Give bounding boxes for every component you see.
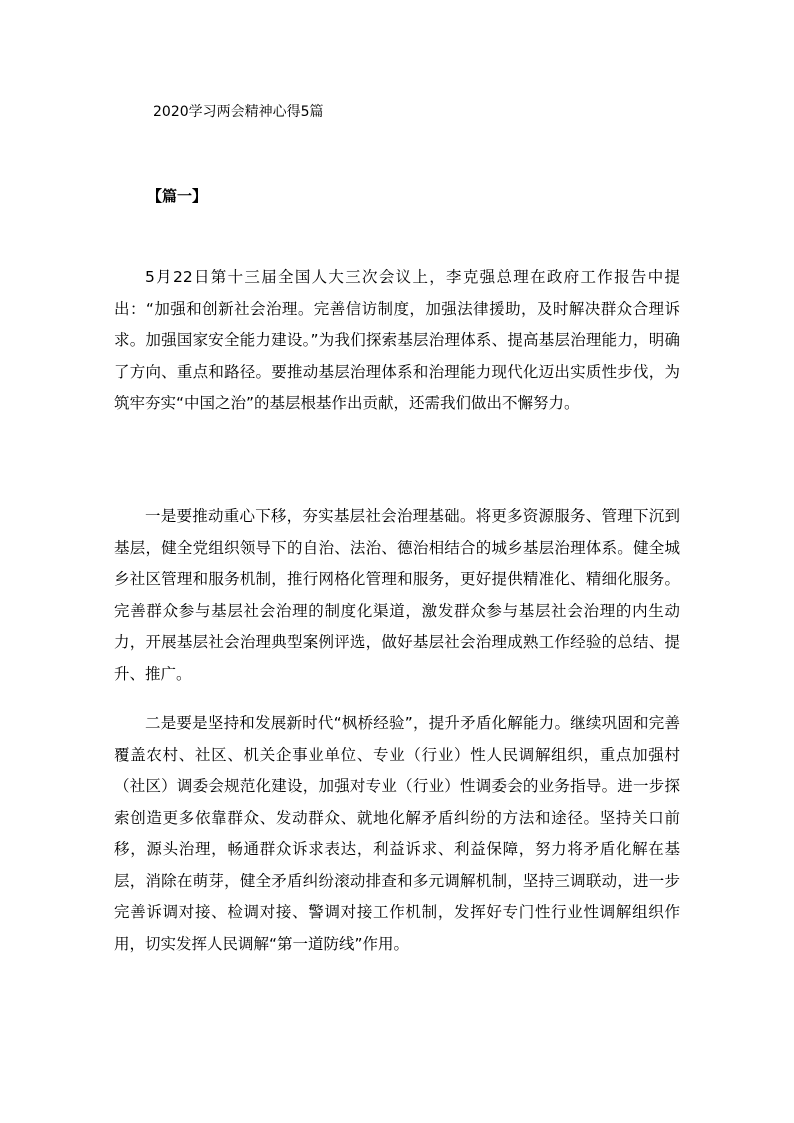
section-label: 【篇一】 <box>147 187 208 205</box>
document-title: 2020学习两会精神心得5篇 <box>153 104 324 120</box>
paragraph-point-one: 一是要推动重心下移，夯实基层社会治理基础。将更多资源服务、管理下沉到基层，健全党组织领导下的自治、法治、德治相结合的城乡基层治理体系。健全城乡社区管理和服务机制，推行网格化管理和服务，更好提供精准化、精细化服务。完善群众参与基层社会治理的制度化渠道，激发群众参与基层社会治理的内生动力，开展基层社会治理典型案例评选，做好基层社会治理成熟工作经验的总结、提升、推广。 <box>114 507 680 683</box>
paragraph-intro: 5月22日第十三届全国人大三次会议上，李克强总理在政府工作报告中提出：“加强和创新社会治理。完善信访制度，加强法律援助，及时解决群众合理诉求。加强国家安全能力建设。”为我们探索基层治理体系、提高基层治理能力，明确了方向、重点和路径。要推动基层治理体系和治理能力现代化迈出实质性步伐，为筑牢夯实“中国之治”的基层根基作出贡献，还需我们做出不懈努力。 <box>114 268 680 412</box>
paragraph-point-two: 二是要是坚持和发展新时代“枫桥经验”，提升矛盾化解能力。继续巩固和完善覆盖农村、社区、机关企事业单位、专业（行业）性人民调解组织，重点加强村（社区）调委会规范化建设，加强对专业（行业）性调委会的业务指导。进一步探索创造更多依靠群众、发动群众、就地化解矛盾纠纷的方法和途径。坚持关口前移，源头治理，畅通群众诉求表达，利益诉求、利益保障，努力将矛盾化解在基层，消除在萌芽，健全矛盾纠纷滚动排查和多元调解机制，坚持三调联动，进一步完善诉调对接、检调对接、警调对接工作机制，发挥好专门性行业性调解组织作用，切实发挥人民调解“第一道防线”作用。 <box>114 714 680 953</box>
